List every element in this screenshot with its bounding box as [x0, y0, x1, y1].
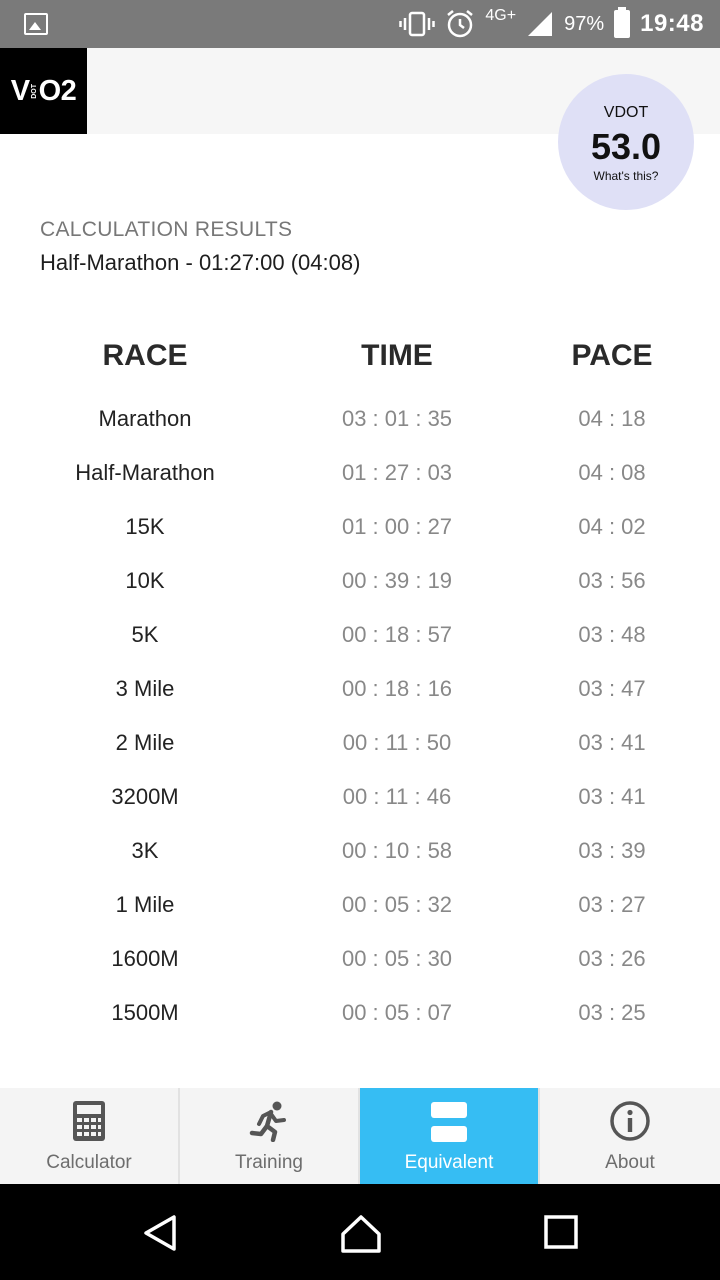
bottom-navigation [0, 1088, 720, 1184]
race-name: 3200M [111, 784, 179, 809]
table-row [0, 446, 720, 500]
clock: 19:48 [640, 10, 704, 37]
nav-label: Equivalent [404, 1152, 494, 1173]
race-name: 1600M [111, 946, 179, 971]
system-navigation-bar [0, 1184, 720, 1280]
race-time: 00 : 18 : 16 [341, 676, 453, 701]
home-icon[interactable] [340, 1214, 382, 1254]
vdot-value: 53.0 [590, 126, 662, 167]
race-time: 00 : 05 : 30 [341, 946, 453, 971]
nav-about[interactable] [540, 1088, 720, 1184]
logo-dot: DOT [30, 83, 38, 99]
logo-suffix: O2 [38, 74, 77, 107]
race-pace: 03 : 56 [578, 568, 646, 593]
back-icon[interactable] [142, 1214, 178, 1252]
race-time: 01 : 27 : 03 [341, 460, 453, 485]
header-time: TIME [361, 339, 433, 372]
race-time: 00 : 18 : 57 [341, 622, 453, 647]
app-logo [0, 48, 87, 134]
table-row [0, 392, 720, 446]
race-name: 5K [131, 622, 159, 647]
table-row [0, 770, 720, 824]
race-name: 1 Mile [115, 892, 175, 917]
race-time: 00 : 05 : 07 [341, 1000, 453, 1025]
race-name: 10K [125, 568, 165, 593]
logo-prefix: V [10, 74, 30, 107]
race-pace: 03 : 41 [578, 730, 646, 755]
table-row [0, 554, 720, 608]
nav-training[interactable] [180, 1088, 360, 1184]
nav-label: Training [235, 1152, 303, 1173]
network-type: 4G+ [485, 7, 517, 24]
race-time: 00 : 10 : 58 [341, 838, 453, 863]
vdot-help-link[interactable]: What's this? [593, 169, 659, 183]
race-time: 00 : 11 : 50 [342, 730, 452, 755]
battery-icon [614, 10, 630, 38]
race-pace: 03 : 39 [578, 838, 646, 863]
table-row [0, 878, 720, 932]
race-time: 01 : 00 : 27 [341, 514, 453, 539]
race-name: 3 Mile [115, 676, 175, 701]
race-name: 1500M [111, 1000, 179, 1025]
nav-label: About [605, 1152, 655, 1173]
table-row [0, 662, 720, 716]
nav-equivalent[interactable] [360, 1088, 540, 1184]
header-pace: PACE [571, 339, 653, 372]
table-body [0, 392, 720, 1040]
equivalent-table [0, 330, 720, 1040]
signal-icon [526, 10, 554, 38]
race-pace: 03 : 47 [578, 676, 646, 701]
calculator-icon [72, 1100, 106, 1142]
recent-apps-icon[interactable] [543, 1214, 579, 1250]
race-pace: 03 : 48 [578, 622, 646, 647]
race-time: 00 : 11 : 46 [342, 784, 452, 809]
race-time: 03 : 01 : 35 [341, 406, 453, 431]
vdot-badge[interactable] [558, 74, 694, 210]
nav-calculator[interactable] [0, 1088, 180, 1184]
race-pace: 04 : 18 [578, 406, 646, 431]
race-pace: 04 : 02 [578, 514, 646, 539]
vibrate-icon [399, 10, 435, 38]
race-time: 00 : 05 : 32 [341, 892, 453, 917]
status-bar [0, 0, 720, 48]
vdot-label: VDOT [603, 104, 649, 121]
table-row [0, 824, 720, 878]
race-name: 2 Mile [115, 730, 175, 755]
race-time: 00 : 39 : 19 [341, 568, 453, 593]
race-pace: 03 : 41 [578, 784, 646, 809]
race-name: Half-Marathon [75, 460, 215, 485]
info-icon [609, 1100, 651, 1142]
equivalent-icon [429, 1100, 469, 1144]
race-name: Marathon [98, 406, 192, 431]
race-name: 3K [131, 838, 159, 863]
table-row [0, 608, 720, 662]
table-row [0, 986, 720, 1040]
table-row [0, 500, 720, 554]
table-header [0, 330, 720, 382]
race-pace: 03 : 27 [578, 892, 646, 917]
results-subtitle: Half-Marathon - 01:27:00 (04:08) [40, 250, 361, 275]
race-name: 15K [125, 514, 165, 539]
header-race: RACE [102, 339, 188, 372]
battery-percentage: 97% [564, 12, 605, 35]
table-row [0, 716, 720, 770]
results-title: CALCULATION RESULTS [40, 218, 293, 241]
nav-label: Calculator [46, 1152, 132, 1173]
runner-icon [249, 1100, 289, 1142]
table-row [0, 932, 720, 986]
gallery-notification-icon [24, 13, 48, 35]
alarm-icon [445, 9, 475, 39]
race-pace: 03 : 25 [578, 1000, 646, 1025]
race-pace: 04 : 08 [578, 460, 646, 485]
race-pace: 03 : 26 [578, 946, 646, 971]
